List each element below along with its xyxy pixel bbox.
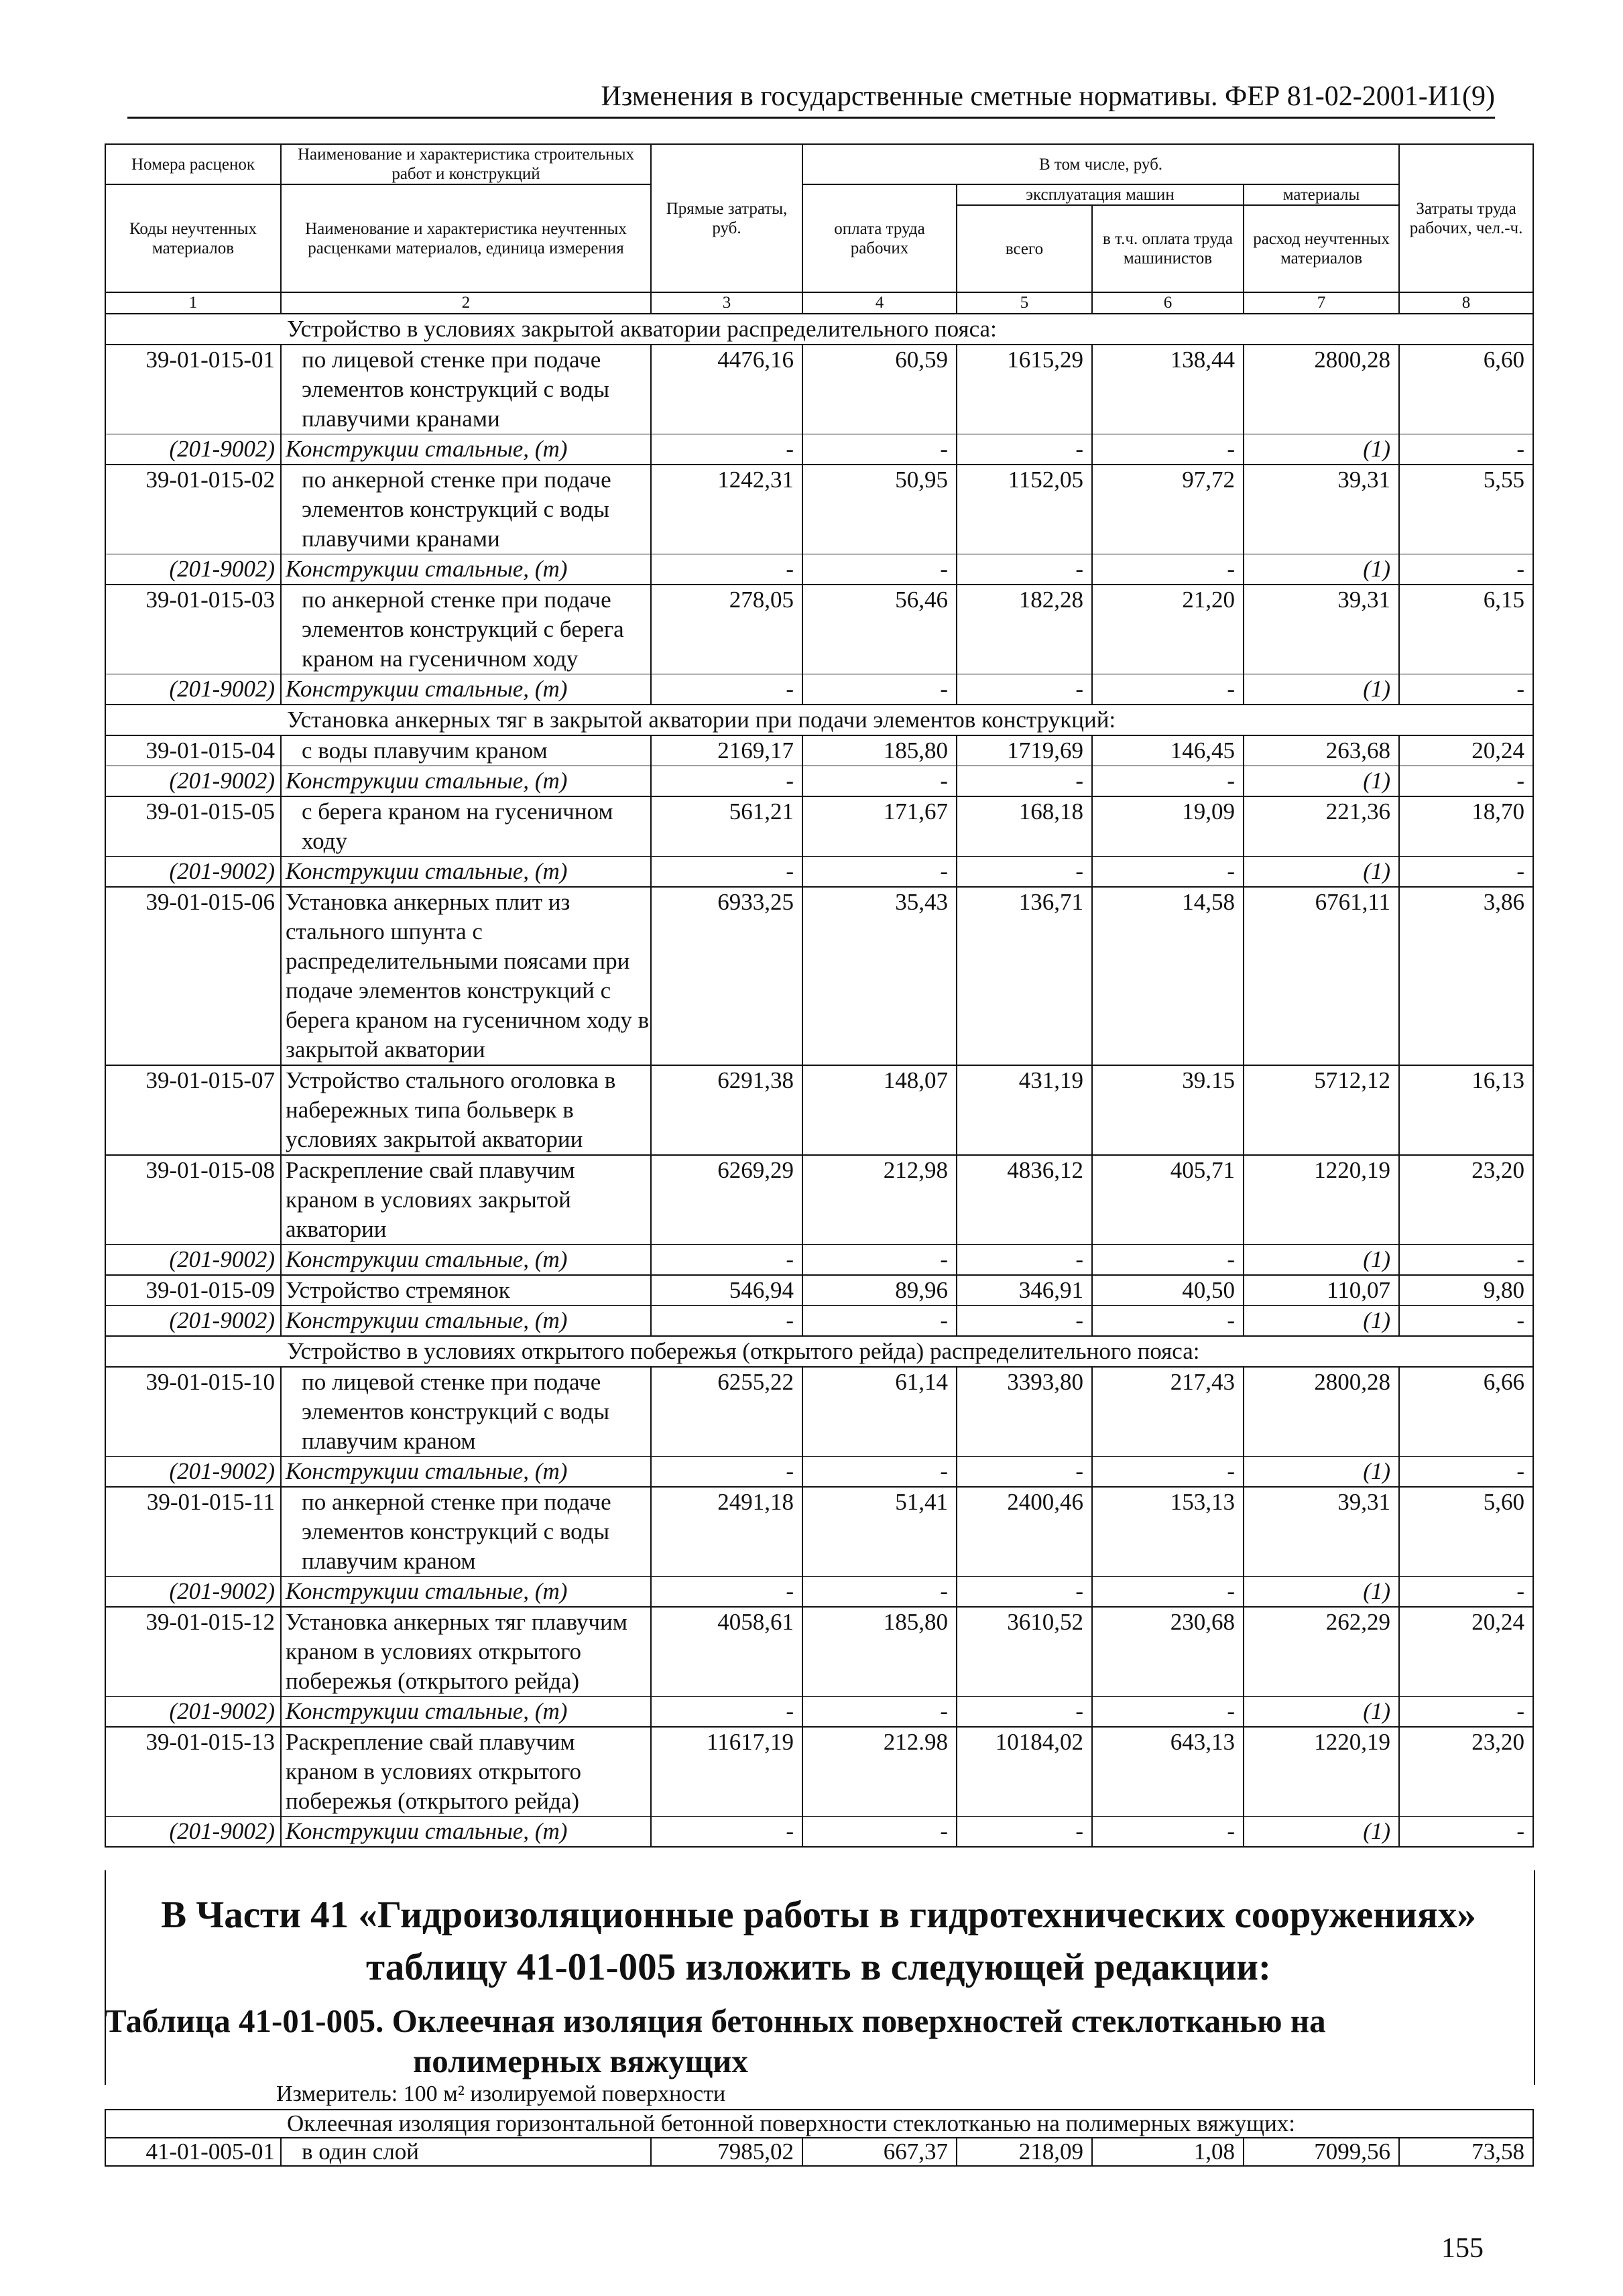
- colnum: 4: [802, 292, 957, 314]
- material-value: -: [651, 766, 802, 797]
- table-row: [105, 887, 1533, 1065]
- rate-value: 2800,28: [1244, 345, 1399, 434]
- rate-value: 6291,38: [651, 1065, 802, 1155]
- table-row: [105, 465, 1533, 554]
- material-row: [105, 766, 1533, 797]
- material-code: (201-9002): [105, 1577, 281, 1608]
- material-name: Конструкции стальные, (т): [281, 674, 651, 705]
- table-row: [105, 1487, 1533, 1577]
- material-value: -: [651, 1457, 802, 1488]
- material-value: -: [957, 554, 1092, 585]
- hdr-machines-incl: в т.ч. оплата труда машинистов: [1092, 205, 1244, 292]
- rate-code: 39-01-015-08: [105, 1155, 281, 1245]
- table-row: [105, 585, 1533, 674]
- rate-value: 221,36: [1244, 796, 1399, 857]
- rate-name: Установка анкерных тяг плавучим краном в условиях открытого побережья (открытого рейда): [281, 1607, 651, 1697]
- rate-value: 217,43: [1092, 1367, 1244, 1457]
- material-name: Конструкции стальные, (т): [281, 554, 651, 585]
- material-row: [105, 554, 1533, 585]
- material-row: [105, 1306, 1533, 1337]
- material-value: -: [651, 1817, 802, 1848]
- material-value: -: [957, 1697, 1092, 1728]
- section-title: Установка анкерных тяг в закрытой акватории при подачи элементов конструкций:: [105, 705, 1533, 735]
- hdr-direct: Прямые затраты, руб.: [651, 144, 802, 292]
- material-value: -: [1399, 857, 1533, 888]
- table-row: [105, 796, 1533, 857]
- rate-name: по анкерной стенке при подаче элементов конструкций с воды плавучим краном: [281, 1487, 651, 1577]
- rate-value: 1615,29: [957, 345, 1092, 434]
- rates-table-body: [105, 314, 1533, 1847]
- material-code: (201-9002): [105, 1457, 281, 1488]
- rate-value: 6269,29: [651, 1155, 802, 1245]
- material-row: [105, 434, 1533, 465]
- material-value: -: [1092, 1577, 1244, 1608]
- material-value: (1): [1244, 554, 1399, 585]
- material-value: (1): [1244, 1697, 1399, 1728]
- material-code: (201-9002): [105, 1306, 281, 1337]
- rate-value: 20,24: [1399, 735, 1533, 766]
- material-value: -: [802, 434, 957, 465]
- material-value: -: [1092, 1306, 1244, 1337]
- rate-value: 6,66: [1399, 1367, 1533, 1457]
- tail-value: 667,37: [802, 2138, 957, 2166]
- material-value: (1): [1244, 1245, 1399, 1276]
- rate-value: 110,07: [1244, 1275, 1399, 1306]
- rate-value: 1220,19: [1244, 1155, 1399, 1245]
- tail-value: 218,09: [957, 2138, 1092, 2166]
- material-value: -: [651, 554, 802, 585]
- hdr-name-top: Наименование и характеристика строительных работ и конструкций: [281, 144, 651, 184]
- rate-value: 14,58: [1092, 887, 1244, 1065]
- rate-value: 6255,22: [651, 1367, 802, 1457]
- rate-value: 2400,46: [957, 1487, 1092, 1577]
- material-value: -: [1399, 1697, 1533, 1728]
- material-row: [105, 1577, 1533, 1608]
- rate-name: Установка анкерных плит из стального шпунта с распределительными поясами при подаче элементов конструкций с берега краном на гусеничном ходу в закрытой акватории: [281, 887, 651, 1065]
- rate-value: 39.15: [1092, 1065, 1244, 1155]
- tail-value: 1,08: [1092, 2138, 1244, 2166]
- material-name: Конструкции стальные, (т): [281, 1306, 651, 1337]
- rate-code: 39-01-015-05: [105, 796, 281, 857]
- table-row: [105, 1155, 1533, 1245]
- material-value: -: [802, 1306, 957, 1337]
- material-value: -: [957, 766, 1092, 797]
- material-row: [105, 1817, 1533, 1848]
- rate-value: 4058,61: [651, 1607, 802, 1697]
- rate-value: 4476,16: [651, 345, 802, 434]
- material-value: (1): [1244, 1306, 1399, 1337]
- material-value: (1): [1244, 1457, 1399, 1488]
- rate-value: 6933,25: [651, 887, 802, 1065]
- rate-value: 18,70: [1399, 796, 1533, 857]
- material-row: [105, 674, 1533, 705]
- section-row: [105, 314, 1533, 345]
- tail-section-title: Оклеечная изоляция горизонтальной бетонной поверхности стеклотканью на полимерных вяжущих:: [105, 2110, 1533, 2138]
- rate-value: 11617,19: [651, 1727, 802, 1817]
- column-numbers: [105, 292, 1533, 314]
- material-value: -: [651, 1577, 802, 1608]
- material-value: -: [1399, 1457, 1533, 1488]
- rate-value: 185,80: [802, 735, 957, 766]
- tail-value: 7985,02: [651, 2138, 802, 2166]
- rate-value: 1152,05: [957, 465, 1092, 554]
- hdr-name-bottom: Наименование и характеристика неучтенных расценками материалов, единица измерения: [281, 184, 651, 292]
- rate-value: 6,60: [1399, 345, 1533, 434]
- colnum: 6: [1092, 292, 1244, 314]
- material-code: (201-9002): [105, 554, 281, 585]
- rate-value: 1242,31: [651, 465, 802, 554]
- rate-code: 39-01-015-11: [105, 1487, 281, 1577]
- rate-value: 185,80: [802, 1607, 957, 1697]
- material-name: Конструкции стальные, (т): [281, 857, 651, 888]
- rate-value: 3610,52: [957, 1607, 1092, 1697]
- hdr-codes-top: Номера расценок: [105, 144, 281, 184]
- material-value: -: [651, 1697, 802, 1728]
- section-row: [105, 1336, 1533, 1367]
- rate-value: 146,45: [1092, 735, 1244, 766]
- material-row: [105, 1697, 1533, 1728]
- table-row: [105, 345, 1533, 434]
- material-value: -: [1399, 1817, 1533, 1848]
- rate-code: 39-01-015-02: [105, 465, 281, 554]
- rate-name: Раскрепление свай плавучим краном в условиях закрытой акватории: [281, 1155, 651, 1245]
- material-value: -: [1092, 1245, 1244, 1276]
- rate-value: 20,24: [1399, 1607, 1533, 1697]
- measure-unit: Измеритель: 100 м² изолируемой поверхности: [276, 2081, 726, 2106]
- rate-code: 39-01-015-10: [105, 1367, 281, 1457]
- rates-table: [105, 143, 1534, 1848]
- hdr-materials: материалы: [1244, 184, 1399, 205]
- rate-value: 138,44: [1092, 345, 1244, 434]
- rate-value: 3,86: [1399, 887, 1533, 1065]
- rate-value: 153,13: [1092, 1487, 1244, 1577]
- material-code: (201-9002): [105, 1697, 281, 1728]
- colnum: 5: [957, 292, 1092, 314]
- material-value: -: [1399, 766, 1533, 797]
- material-row: [105, 1245, 1533, 1276]
- table-row: [105, 1607, 1533, 1697]
- rate-name: по анкерной стенке при подаче элементов конструкций с берега краном на гусеничном ходу: [281, 585, 651, 674]
- material-value: -: [1092, 1457, 1244, 1488]
- material-value: -: [1399, 554, 1533, 585]
- rate-value: 89,96: [802, 1275, 957, 1306]
- rate-value: 39,31: [1244, 1487, 1399, 1577]
- rate-value: 1220,19: [1244, 1727, 1399, 1817]
- rate-value: 168,18: [957, 796, 1092, 857]
- material-value: -: [1092, 766, 1244, 797]
- rate-value: 431,19: [957, 1065, 1092, 1155]
- tail-code: 41-01-005-01: [105, 2138, 281, 2166]
- rate-value: 16,13: [1399, 1065, 1533, 1155]
- hdr-incl: В том числе, руб.: [802, 144, 1399, 184]
- material-code: (201-9002): [105, 434, 281, 465]
- rate-value: 56,46: [802, 585, 957, 674]
- material-value: -: [1092, 1817, 1244, 1848]
- rate-value: 2491,18: [651, 1487, 802, 1577]
- material-value: -: [802, 1577, 957, 1608]
- hdr-labor-pay: оплата труда рабочих: [802, 184, 957, 292]
- rate-value: 2169,17: [651, 735, 802, 766]
- table-41-01-005: [105, 2109, 1534, 2167]
- rate-value: 21,20: [1092, 585, 1244, 674]
- table-title-line-2: полимерных вяжущих: [413, 2043, 748, 2079]
- material-code: (201-9002): [105, 766, 281, 797]
- material-value: -: [651, 1306, 802, 1337]
- rate-name: Раскрепление свай плавучим краном в условиях открытого побережья (открытого рейда): [281, 1727, 651, 1817]
- rate-value: 182,28: [957, 585, 1092, 674]
- material-value: -: [651, 857, 802, 888]
- material-row: [105, 857, 1533, 888]
- material-name: Конструкции стальные, (т): [281, 1457, 651, 1488]
- rate-code: 39-01-015-12: [105, 1607, 281, 1697]
- rate-value: 263,68: [1244, 735, 1399, 766]
- tail-name: в один слой: [281, 2138, 651, 2166]
- rate-value: 346,91: [957, 1275, 1092, 1306]
- material-value: -: [1399, 1306, 1533, 1337]
- rate-value: 278,05: [651, 585, 802, 674]
- rate-name: с берега краном на гусеничном ходу: [281, 796, 651, 857]
- tail-value: 7099,56: [1244, 2138, 1399, 2166]
- rate-code: 39-01-015-01: [105, 345, 281, 434]
- rate-value: 171,67: [802, 796, 957, 857]
- material-value: -: [957, 1245, 1092, 1276]
- table-row: [105, 1065, 1533, 1155]
- rate-value: 19,09: [1092, 796, 1244, 857]
- part-instruction: В Части 41 «Гидроизоляционные работы в гидротехнических сооружениях» таблицу 41-01-005 изложить в следующей редакции:: [161, 1894, 1476, 1988]
- rate-name: по анкерной стенке при подаче элементов конструкций с воды плавучими кранами: [281, 465, 651, 554]
- material-name: Конструкции стальные, (т): [281, 434, 651, 465]
- rate-value: 35,43: [802, 887, 957, 1065]
- material-value: -: [957, 1577, 1092, 1608]
- rate-code: 39-01-015-06: [105, 887, 281, 1065]
- rate-value: 60,59: [802, 345, 957, 434]
- section-row: [105, 705, 1533, 735]
- rate-value: 2800,28: [1244, 1367, 1399, 1457]
- rate-value: 6761,11: [1244, 887, 1399, 1065]
- rate-value: 643,13: [1092, 1727, 1244, 1817]
- material-value: -: [1399, 1577, 1533, 1608]
- material-value: -: [1399, 1245, 1533, 1276]
- material-name: Конструкции стальные, (т): [281, 1697, 651, 1728]
- rate-value: 39,31: [1244, 465, 1399, 554]
- rate-code: 39-01-015-13: [105, 1727, 281, 1817]
- colnum: 8: [1399, 292, 1533, 314]
- table-row: [105, 735, 1533, 766]
- rate-value: 1719,69: [957, 735, 1092, 766]
- hdr-codes-bottom: Коды неучтенных материалов: [105, 184, 281, 292]
- rate-code: 39-01-015-09: [105, 1275, 281, 1306]
- rate-value: 212.98: [802, 1727, 957, 1817]
- rate-name: по лицевой стенке при подаче элементов конструкций с воды плавучим краном: [281, 1367, 651, 1457]
- material-value: -: [1092, 554, 1244, 585]
- rate-value: 9,80: [1399, 1275, 1533, 1306]
- rate-value: 51,41: [802, 1487, 957, 1577]
- rate-code: 39-01-015-03: [105, 585, 281, 674]
- material-value: -: [1092, 434, 1244, 465]
- hdr-machines: эксплуатация машин: [957, 184, 1244, 205]
- material-value: -: [1399, 674, 1533, 705]
- table-row: [105, 1367, 1533, 1457]
- colnum: 2: [281, 292, 651, 314]
- rate-value: 5712,12: [1244, 1065, 1399, 1155]
- page-number: 155: [1441, 2233, 1484, 2264]
- material-code: (201-9002): [105, 674, 281, 705]
- material-value: -: [802, 1817, 957, 1848]
- material-value: -: [651, 434, 802, 465]
- rate-value: 5,55: [1399, 465, 1533, 554]
- material-value: (1): [1244, 766, 1399, 797]
- material-value: -: [802, 1457, 957, 1488]
- rate-value: 148,07: [802, 1065, 957, 1155]
- material-value: -: [651, 1245, 802, 1276]
- material-value: -: [651, 674, 802, 705]
- material-name: Конструкции стальные, (т): [281, 1577, 651, 1608]
- rate-value: 546,94: [651, 1275, 802, 1306]
- rate-value: 5,60: [1399, 1487, 1533, 1577]
- material-value: (1): [1244, 1817, 1399, 1848]
- rate-value: 4836,12: [957, 1155, 1092, 1245]
- material-value: -: [802, 1245, 957, 1276]
- rate-value: 23,20: [1399, 1727, 1533, 1817]
- rate-value: 405,71: [1092, 1155, 1244, 1245]
- material-name: Конструкции стальные, (т): [281, 1245, 651, 1276]
- material-value: -: [802, 674, 957, 705]
- rate-value: 50,95: [802, 465, 957, 554]
- material-value: -: [802, 857, 957, 888]
- material-value: -: [957, 857, 1092, 888]
- rate-value: 3393,80: [957, 1367, 1092, 1457]
- material-code: (201-9002): [105, 1245, 281, 1276]
- material-value: -: [802, 1697, 957, 1728]
- table-title-line-1: Таблица 41-01-005. Оклеечная изоляция бетонных поверхностей стеклотканью на: [105, 2002, 1326, 2039]
- rate-value: 212,98: [802, 1155, 957, 1245]
- rate-value: 136,71: [957, 887, 1092, 1065]
- rate-value: 6,15: [1399, 585, 1533, 674]
- material-value: -: [957, 674, 1092, 705]
- material-value: -: [957, 434, 1092, 465]
- rate-code: 39-01-015-07: [105, 1065, 281, 1155]
- table-row: [105, 1275, 1533, 1306]
- hdr-labor: Затраты труда рабочих, чел.-ч.: [1399, 144, 1533, 292]
- rate-value: 40,50: [1092, 1275, 1244, 1306]
- rate-value: 230,68: [1092, 1607, 1244, 1697]
- rate-value: 262,29: [1244, 1607, 1399, 1697]
- material-value: -: [957, 1817, 1092, 1848]
- colnum: 7: [1244, 292, 1399, 314]
- section-title: Устройство в условиях закрытой акватории распределительного пояса:: [105, 314, 1533, 345]
- rate-value: 61,14: [802, 1367, 957, 1457]
- hdr-machines-all: всего: [957, 205, 1092, 292]
- material-value: -: [1399, 434, 1533, 465]
- rate-code: 39-01-015-04: [105, 735, 281, 766]
- material-value: -: [802, 554, 957, 585]
- colnum: 3: [651, 292, 802, 314]
- material-value: -: [1092, 1697, 1244, 1728]
- material-value: (1): [1244, 434, 1399, 465]
- rate-name: с воды плавучим краном: [281, 735, 651, 766]
- material-value: -: [802, 766, 957, 797]
- rate-value: 39,31: [1244, 585, 1399, 674]
- material-value: -: [1092, 857, 1244, 888]
- material-value: -: [957, 1457, 1092, 1488]
- material-value: (1): [1244, 1577, 1399, 1608]
- section-title: Устройство в условиях открытого побережья (открытого рейда) распределительного пояса:: [105, 1336, 1533, 1367]
- material-value: (1): [1244, 674, 1399, 705]
- page-header: Изменения в государственные сметные нормативы. ФЕР 81-02-2001-И1(9): [127, 79, 1495, 119]
- rate-value: 561,21: [651, 796, 802, 857]
- rate-value: 23,20: [1399, 1155, 1533, 1245]
- material-row: [105, 1457, 1533, 1488]
- table-row: [105, 1727, 1533, 1817]
- material-name: Конструкции стальные, (т): [281, 1817, 651, 1848]
- rate-name: Устройство стремянок: [281, 1275, 651, 1306]
- material-value: -: [957, 1306, 1092, 1337]
- rate-value: 97,72: [1092, 465, 1244, 554]
- rate-name: Устройство стального оголовка в набережных типа больверк в условиях закрытой акватории: [281, 1065, 651, 1155]
- hdr-materials-cons: расход неучтенных материалов: [1244, 205, 1399, 292]
- material-code: (201-9002): [105, 1817, 281, 1848]
- material-value: (1): [1244, 857, 1399, 888]
- table-title: [105, 2001, 1532, 2081]
- material-name: Конструкции стальные, (т): [281, 766, 651, 797]
- rate-value: 10184,02: [957, 1727, 1092, 1817]
- colnum: 1: [105, 292, 281, 314]
- material-code: (201-9002): [105, 857, 281, 888]
- rate-name: по лицевой стенке при подаче элементов конструкций с воды плавучими кранами: [281, 345, 651, 434]
- tail-value: 73,58: [1399, 2138, 1533, 2166]
- material-value: -: [1092, 674, 1244, 705]
